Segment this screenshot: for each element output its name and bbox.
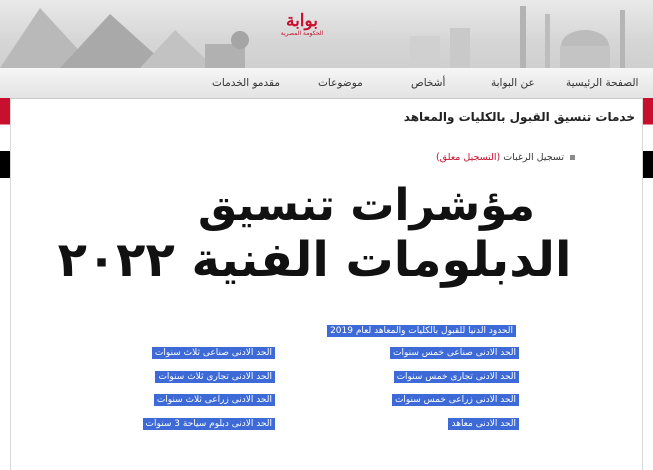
link-agricultural-3-years[interactable]: الحد الادنى زراعى ثلاث سنوات bbox=[154, 394, 275, 406]
nav-item-about[interactable]: عن البوابة bbox=[491, 77, 535, 89]
registration-line bbox=[436, 152, 575, 163]
link-commercial-5-years[interactable]: الحد الادنى تجارى خمس سنوات bbox=[394, 371, 519, 383]
registration-label: تسجيل الرغبات bbox=[503, 152, 564, 163]
link-industrial-3-years[interactable]: الحد الادنى صناعى ثلاث سنوات bbox=[152, 347, 275, 359]
link-tourism-3-years[interactable]: الحد الادنى دبلوم سياحة 3 سنوات bbox=[143, 418, 275, 430]
link-commercial-3-years[interactable]: الحد الادنى تجارى ثلاث سنوات bbox=[155, 371, 275, 383]
link-agricultural-5-years[interactable]: الحد الادنى زراعى خمس سنوات bbox=[392, 394, 519, 406]
logo-title: بوابة bbox=[285, 11, 319, 31]
headline-line-2: الدبلومات الفنية ٢٠٢٢ bbox=[57, 232, 572, 288]
nav-item-topics[interactable]: موضوعات bbox=[318, 77, 363, 89]
logo-subtitle: الحكومة المصرية bbox=[280, 30, 324, 37]
site-logo[interactable] bbox=[277, 0, 327, 50]
flag-stripe-left bbox=[0, 98, 10, 178]
flag-stripe-right bbox=[643, 98, 653, 178]
nav-item-people[interactable]: أشخاص bbox=[411, 77, 446, 89]
registration-status[interactable]: (التسجيل معلق) bbox=[435, 152, 501, 163]
nav-item-service-providers[interactable]: مقدمو الخدمات bbox=[212, 77, 280, 89]
header-banner bbox=[0, 0, 653, 68]
nav-item-home[interactable]: الصفحة الرئيسية bbox=[566, 77, 639, 89]
page-title: خدمات تنسيق القبول بالكليات والمعاهد bbox=[403, 110, 635, 124]
headline-line-1: مؤشرات تنسيق bbox=[198, 180, 535, 231]
min-scores-2019-link[interactable]: الحدود الدنيا للقبول بالكليات والمعاهد لعام 2019 bbox=[327, 325, 516, 337]
link-institutes[interactable]: الحد الادنى معاهد bbox=[448, 418, 519, 430]
link-industrial-5-years[interactable]: الحد الادنى صناعى خمس سنوات bbox=[390, 347, 519, 359]
main-nav bbox=[0, 68, 653, 99]
bullet-icon bbox=[570, 155, 575, 160]
